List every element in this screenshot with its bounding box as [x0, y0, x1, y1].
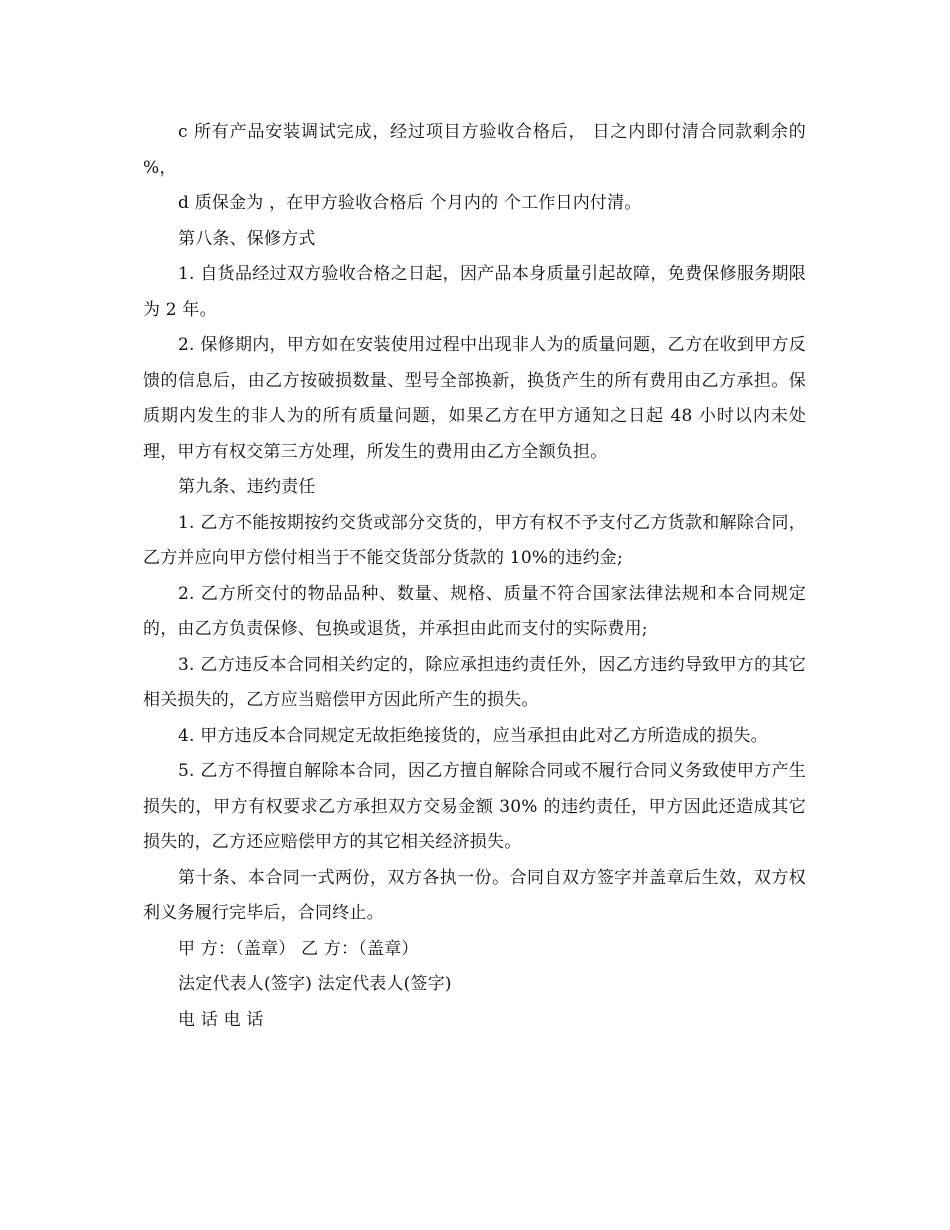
representative-signature-line: 法定代表人(签字) 法定代表人(签字)	[178, 974, 452, 994]
warranty-clause-1: 1. 自货品经过双方验收合格之日起，因产品本身质量引起故障，免费保修服务期限为 2 年。	[143, 264, 806, 320]
liability-clause-3: 3. 乙方违反本合同相关约定的，除应承担违约责任外，因乙方违约导致甲方的其它相关损失的，乙方应当赔偿甲方因此所产生的损失。	[143, 654, 806, 710]
article-9-heading: 第九条、违约责任	[178, 477, 316, 497]
contract-body	[143, 115, 806, 1038]
payment-clause-d: d 质保金为 ，在甲方验收合格后 个月内的 个工作日内付清。	[178, 193, 642, 213]
article-8-heading: 第八条、保修方式	[178, 228, 316, 249]
article-10: 第十条、本合同一式两份，双方各执一份。合同自双方签字并盖章后生效，双方权利义务履行完毕后，合同终止。	[143, 867, 806, 923]
liability-clause-4: 4. 甲方违反本合同规定无故拒绝接货的，应当承担由此对乙方所造成的损失。	[178, 725, 768, 746]
payment-clause-c: c 所有产品安装调试完成，经过项目方验收合格后， 日之内即付清合同款剩余的 %，	[143, 122, 806, 178]
liability-clause-1: 1. 乙方不能按期按约交货或部分交货的，甲方有权不予支付乙方货款和解除合同，乙方并应向甲方偿付相当于不能交货部分货款的 10%的违约金;	[143, 512, 806, 568]
liability-clause-5: 5. 乙方不得擅自解除本合同，因乙方擅自解除合同或不履行合同义务致使甲方产生损失的，甲方有权要求乙方承担双方交易金额 30% 的违约责任，甲方因此还造成其它损失的，乙方还应赔偿甲方的其它相关经济损失。	[143, 761, 806, 852]
phone-line: 电 话 电 话	[178, 1009, 264, 1030]
liability-clause-2: 2. 乙方所交付的物品品种、数量、规格、质量不符合国家法律法规和本合同规定的，由乙方负责保修、包换或退货，并承担由此而支付的实际费用;	[143, 583, 806, 639]
party-seal-line: 甲 方：（盖章） 乙 方：（盖章）	[178, 938, 419, 959]
warranty-clause-2: 2. 保修期内，甲方如在安装使用过程中出现非人为的质量问题，乙方在收到甲方反馈的信息后，由乙方按破损数量、型号全部换新，换货产生的所有费用由乙方承担。保质期内发生的非人为的所有质量问题，如果乙方在甲方通知之日起 48 小时以内未处理，甲方有权交第三方处理，所发生的费用由乙方全额负担。	[143, 335, 806, 462]
